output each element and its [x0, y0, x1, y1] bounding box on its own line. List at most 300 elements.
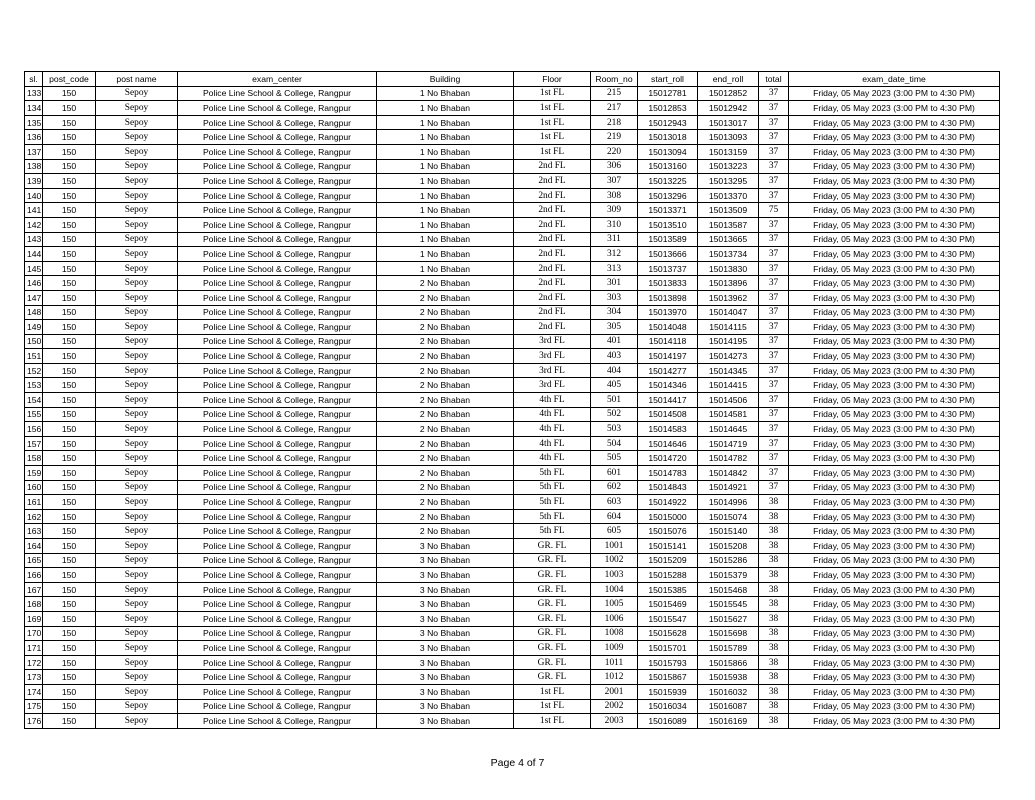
cell-exam-date-time: Friday, 05 May 2023 (3:00 PM to 4:30 PM)	[789, 714, 1000, 729]
cell-exam-center: Police Line School & College, Rangpur	[178, 363, 377, 378]
cell-start-roll: 15013737	[638, 261, 698, 276]
cell-start-roll: 15013296	[638, 188, 698, 203]
cell-sl: 141	[25, 203, 43, 218]
cell-post-code: 150	[43, 495, 96, 510]
cell-exam-center: Police Line School & College, Rangpur	[178, 641, 377, 656]
cell-total: 38	[759, 509, 789, 524]
header-start-roll: start_roll	[638, 72, 698, 87]
cell-end-roll: 15013295	[698, 174, 759, 189]
table-row	[25, 101, 1000, 116]
table-row	[25, 393, 1000, 408]
cell-end-roll: 15015698	[698, 626, 759, 641]
cell-post-code: 150	[43, 144, 96, 159]
table-row	[25, 699, 1000, 714]
cell-room-no: 2002	[591, 699, 638, 714]
header-row	[25, 72, 1000, 87]
cell-end-roll: 15014782	[698, 451, 759, 466]
cell-room-no: 313	[591, 261, 638, 276]
header-room-no: Room_no	[591, 72, 638, 87]
cell-floor: 2nd FL	[514, 188, 591, 203]
cell-exam-center: Police Line School & College, Rangpur	[178, 305, 377, 320]
cell-room-no: 303	[591, 290, 638, 305]
cell-post-name: Sepoy	[96, 553, 178, 568]
cell-total: 37	[759, 276, 789, 291]
cell-sl: 159	[25, 466, 43, 481]
cell-post-code: 150	[43, 276, 96, 291]
cell-end-roll: 15014506	[698, 393, 759, 408]
cell-post-name: Sepoy	[96, 582, 178, 597]
cell-start-roll: 15016034	[638, 699, 698, 714]
cell-floor: 3rd FL	[514, 378, 591, 393]
cell-post-code: 150	[43, 159, 96, 174]
cell-exam-center: Police Line School & College, Rangpur	[178, 495, 377, 510]
cell-exam-date-time: Friday, 05 May 2023 (3:00 PM to 4:30 PM)	[789, 524, 1000, 539]
cell-building: 1 No Bhaban	[377, 188, 514, 203]
cell-post-name: Sepoy	[96, 188, 178, 203]
cell-post-name: Sepoy	[96, 217, 178, 232]
cell-sl: 149	[25, 320, 43, 335]
cell-exam-date-time: Friday, 05 May 2023 (3:00 PM to 4:30 PM)	[789, 203, 1000, 218]
cell-floor: 3rd FL	[514, 349, 591, 364]
cell-end-roll: 15013017	[698, 115, 759, 130]
cell-exam-date-time: Friday, 05 May 2023 (3:00 PM to 4:30 PM)	[789, 232, 1000, 247]
cell-total: 37	[759, 334, 789, 349]
cell-exam-date-time: Friday, 05 May 2023 (3:00 PM to 4:30 PM)	[789, 611, 1000, 626]
cell-end-roll: 15014195	[698, 334, 759, 349]
cell-sl: 134	[25, 101, 43, 116]
cell-floor: 5th FL	[514, 509, 591, 524]
cell-floor: GR. FL	[514, 626, 591, 641]
cell-exam-center: Police Line School & College, Rangpur	[178, 334, 377, 349]
table-row	[25, 568, 1000, 583]
cell-room-no: 219	[591, 130, 638, 145]
cell-building: 2 No Bhaban	[377, 495, 514, 510]
cell-floor: GR. FL	[514, 539, 591, 554]
cell-building: 1 No Bhaban	[377, 217, 514, 232]
cell-exam-date-time: Friday, 05 May 2023 (3:00 PM to 4:30 PM)	[789, 305, 1000, 320]
cell-total: 38	[759, 524, 789, 539]
cell-start-roll: 15014417	[638, 393, 698, 408]
cell-exam-center: Police Line School & College, Rangpur	[178, 393, 377, 408]
table-row	[25, 203, 1000, 218]
cell-building: 3 No Bhaban	[377, 714, 514, 729]
cell-post-code: 150	[43, 509, 96, 524]
cell-exam-date-time: Friday, 05 May 2023 (3:00 PM to 4:30 PM)	[789, 466, 1000, 481]
cell-room-no: 601	[591, 466, 638, 481]
table-row	[25, 188, 1000, 203]
cell-exam-date-time: Friday, 05 May 2023 (3:00 PM to 4:30 PM)	[789, 86, 1000, 101]
cell-room-no: 404	[591, 363, 638, 378]
cell-room-no: 305	[591, 320, 638, 335]
table-row	[25, 363, 1000, 378]
cell-floor: 4th FL	[514, 393, 591, 408]
cell-start-roll: 15014048	[638, 320, 698, 335]
cell-exam-date-time: Friday, 05 May 2023 (3:00 PM to 4:30 PM)	[789, 553, 1000, 568]
cell-post-name: Sepoy	[96, 378, 178, 393]
cell-post-code: 150	[43, 582, 96, 597]
cell-start-roll: 15014197	[638, 349, 698, 364]
cell-room-no: 505	[591, 451, 638, 466]
cell-post-name: Sepoy	[96, 451, 178, 466]
cell-exam-date-time: Friday, 05 May 2023 (3:00 PM to 4:30 PM)	[789, 393, 1000, 408]
table-row	[25, 524, 1000, 539]
cell-total: 38	[759, 611, 789, 626]
cell-exam-date-time: Friday, 05 May 2023 (3:00 PM to 4:30 PM)	[789, 174, 1000, 189]
cell-post-code: 150	[43, 349, 96, 364]
cell-end-roll: 15012942	[698, 101, 759, 116]
cell-post-code: 150	[43, 363, 96, 378]
cell-exam-date-time: Friday, 05 May 2023 (3:00 PM to 4:30 PM)	[789, 378, 1000, 393]
cell-total: 38	[759, 495, 789, 510]
cell-start-roll: 15013018	[638, 130, 698, 145]
cell-sl: 170	[25, 626, 43, 641]
cell-room-no: 502	[591, 407, 638, 422]
cell-total: 38	[759, 714, 789, 729]
cell-exam-center: Police Line School & College, Rangpur	[178, 188, 377, 203]
cell-building: 1 No Bhaban	[377, 174, 514, 189]
cell-exam-center: Police Line School & College, Rangpur	[178, 407, 377, 422]
cell-end-roll: 15014645	[698, 422, 759, 437]
cell-end-roll: 15013587	[698, 217, 759, 232]
cell-start-roll: 15015385	[638, 582, 698, 597]
cell-building: 1 No Bhaban	[377, 247, 514, 262]
cell-room-no: 1009	[591, 641, 638, 656]
cell-exam-center: Police Line School & College, Rangpur	[178, 582, 377, 597]
cell-room-no: 504	[591, 436, 638, 451]
cell-start-roll: 15014346	[638, 378, 698, 393]
cell-room-no: 605	[591, 524, 638, 539]
cell-end-roll: 15014581	[698, 407, 759, 422]
table-row	[25, 466, 1000, 481]
cell-total: 37	[759, 378, 789, 393]
cell-exam-date-time: Friday, 05 May 2023 (3:00 PM to 4:30 PM)	[789, 684, 1000, 699]
cell-exam-date-time: Friday, 05 May 2023 (3:00 PM to 4:30 PM)	[789, 495, 1000, 510]
cell-room-no: 306	[591, 159, 638, 174]
cell-end-roll: 15013509	[698, 203, 759, 218]
cell-exam-center: Police Line School & College, Rangpur	[178, 86, 377, 101]
cell-room-no: 1005	[591, 597, 638, 612]
cell-exam-center: Police Line School & College, Rangpur	[178, 320, 377, 335]
cell-exam-date-time: Friday, 05 May 2023 (3:00 PM to 4:30 PM)	[789, 655, 1000, 670]
cell-floor: 2nd FL	[514, 203, 591, 218]
cell-start-roll: 15014646	[638, 436, 698, 451]
cell-total: 37	[759, 349, 789, 364]
cell-post-name: Sepoy	[96, 524, 178, 539]
cell-start-roll: 15013371	[638, 203, 698, 218]
table-row	[25, 451, 1000, 466]
cell-exam-date-time: Friday, 05 May 2023 (3:00 PM to 4:30 PM)	[789, 217, 1000, 232]
cell-total: 37	[759, 480, 789, 495]
cell-room-no: 603	[591, 495, 638, 510]
cell-building: 3 No Bhaban	[377, 568, 514, 583]
cell-post-name: Sepoy	[96, 101, 178, 116]
cell-exam-date-time: Friday, 05 May 2023 (3:00 PM to 4:30 PM)	[789, 159, 1000, 174]
cell-floor: 1st FL	[514, 684, 591, 699]
cell-exam-date-time: Friday, 05 May 2023 (3:00 PM to 4:30 PM)	[789, 261, 1000, 276]
table-row	[25, 495, 1000, 510]
cell-room-no: 401	[591, 334, 638, 349]
cell-sl: 148	[25, 305, 43, 320]
header-post-name: post name	[96, 72, 178, 87]
cell-end-roll: 15015938	[698, 670, 759, 685]
cell-total: 38	[759, 597, 789, 612]
cell-post-name: Sepoy	[96, 334, 178, 349]
cell-room-no: 218	[591, 115, 638, 130]
cell-floor: 5th FL	[514, 495, 591, 510]
cell-exam-date-time: Friday, 05 May 2023 (3:00 PM to 4:30 PM)	[789, 247, 1000, 262]
cell-building: 3 No Bhaban	[377, 670, 514, 685]
cell-total: 37	[759, 188, 789, 203]
cell-post-code: 150	[43, 115, 96, 130]
cell-start-roll: 15013225	[638, 174, 698, 189]
cell-total: 37	[759, 451, 789, 466]
cell-floor: GR. FL	[514, 670, 591, 685]
cell-sl: 166	[25, 568, 43, 583]
cell-floor: GR. FL	[514, 641, 591, 656]
table-body	[25, 86, 1000, 728]
cell-post-name: Sepoy	[96, 349, 178, 364]
cell-post-code: 150	[43, 714, 96, 729]
cell-post-code: 150	[43, 611, 96, 626]
cell-post-code: 150	[43, 247, 96, 262]
cell-end-roll: 15015789	[698, 641, 759, 656]
cell-exam-center: Police Line School & College, Rangpur	[178, 714, 377, 729]
cell-exam-center: Police Line School & College, Rangpur	[178, 422, 377, 437]
cell-end-roll: 15013665	[698, 232, 759, 247]
header-exam-center: exam_center	[178, 72, 377, 87]
cell-room-no: 501	[591, 393, 638, 408]
cell-exam-center: Police Line School & College, Rangpur	[178, 101, 377, 116]
cell-building: 2 No Bhaban	[377, 524, 514, 539]
cell-exam-center: Police Line School & College, Rangpur	[178, 159, 377, 174]
cell-exam-center: Police Line School & College, Rangpur	[178, 568, 377, 583]
cell-post-code: 150	[43, 670, 96, 685]
cell-post-code: 150	[43, 684, 96, 699]
table-row	[25, 130, 1000, 145]
cell-floor: 3rd FL	[514, 334, 591, 349]
cell-end-roll: 15013830	[698, 261, 759, 276]
cell-room-no: 604	[591, 509, 638, 524]
seat-plan-table	[24, 71, 1000, 729]
table-row	[25, 261, 1000, 276]
cell-floor: GR. FL	[514, 568, 591, 583]
cell-total: 37	[759, 247, 789, 262]
cell-total: 37	[759, 130, 789, 145]
cell-exam-center: Police Line School & College, Rangpur	[178, 261, 377, 276]
table-row	[25, 597, 1000, 612]
cell-start-roll: 15015867	[638, 670, 698, 685]
cell-post-name: Sepoy	[96, 422, 178, 437]
cell-start-roll: 15013160	[638, 159, 698, 174]
cell-total: 37	[759, 320, 789, 335]
cell-room-no: 2003	[591, 714, 638, 729]
cell-start-roll: 15014720	[638, 451, 698, 466]
cell-total: 37	[759, 466, 789, 481]
table-row	[25, 436, 1000, 451]
cell-post-name: Sepoy	[96, 670, 178, 685]
cell-start-roll: 15015547	[638, 611, 698, 626]
cell-total: 37	[759, 115, 789, 130]
cell-exam-date-time: Friday, 05 May 2023 (3:00 PM to 4:30 PM)	[789, 568, 1000, 583]
cell-post-name: Sepoy	[96, 480, 178, 495]
cell-end-roll: 15016032	[698, 684, 759, 699]
cell-floor: 2nd FL	[514, 305, 591, 320]
cell-end-roll: 15013896	[698, 276, 759, 291]
cell-exam-center: Police Line School & College, Rangpur	[178, 174, 377, 189]
cell-room-no: 312	[591, 247, 638, 262]
cell-start-roll: 15016089	[638, 714, 698, 729]
table-row	[25, 509, 1000, 524]
table-row	[25, 144, 1000, 159]
cell-building: 2 No Bhaban	[377, 320, 514, 335]
cell-total: 38	[759, 699, 789, 714]
cell-exam-center: Police Line School & College, Rangpur	[178, 626, 377, 641]
cell-floor: 5th FL	[514, 466, 591, 481]
cell-exam-date-time: Friday, 05 May 2023 (3:00 PM to 4:30 PM)	[789, 130, 1000, 145]
cell-post-name: Sepoy	[96, 144, 178, 159]
cell-exam-center: Police Line School & College, Rangpur	[178, 699, 377, 714]
cell-sl: 168	[25, 597, 43, 612]
cell-post-name: Sepoy	[96, 641, 178, 656]
cell-floor: 4th FL	[514, 407, 591, 422]
cell-start-roll: 15013833	[638, 276, 698, 291]
cell-total: 37	[759, 422, 789, 437]
cell-start-roll: 15014118	[638, 334, 698, 349]
cell-sl: 156	[25, 422, 43, 437]
table-row	[25, 539, 1000, 554]
cell-post-code: 150	[43, 188, 96, 203]
cell-total: 38	[759, 626, 789, 641]
cell-floor: 1st FL	[514, 130, 591, 145]
cell-exam-date-time: Friday, 05 May 2023 (3:00 PM to 4:30 PM)	[789, 407, 1000, 422]
cell-post-name: Sepoy	[96, 276, 178, 291]
cell-end-roll: 15015545	[698, 597, 759, 612]
cell-post-name: Sepoy	[96, 495, 178, 510]
cell-start-roll: 15014508	[638, 407, 698, 422]
cell-total: 37	[759, 232, 789, 247]
table-row	[25, 276, 1000, 291]
cell-building: 3 No Bhaban	[377, 539, 514, 554]
cell-sl: 162	[25, 509, 43, 524]
cell-start-roll: 15013898	[638, 290, 698, 305]
cell-floor: GR. FL	[514, 611, 591, 626]
cell-total: 37	[759, 159, 789, 174]
table-row	[25, 174, 1000, 189]
cell-building: 3 No Bhaban	[377, 699, 514, 714]
cell-post-code: 150	[43, 130, 96, 145]
cell-building: 2 No Bhaban	[377, 305, 514, 320]
cell-total: 37	[759, 217, 789, 232]
cell-total: 37	[759, 305, 789, 320]
cell-sl: 154	[25, 393, 43, 408]
cell-floor: 3rd FL	[514, 363, 591, 378]
cell-building: 3 No Bhaban	[377, 655, 514, 670]
cell-room-no: 403	[591, 349, 638, 364]
cell-room-no: 307	[591, 174, 638, 189]
table-row	[25, 349, 1000, 364]
cell-sl: 171	[25, 641, 43, 656]
cell-sl: 135	[25, 115, 43, 130]
cell-post-code: 150	[43, 86, 96, 101]
page-number: Page 4 of 7	[490, 757, 545, 769]
cell-floor: 4th FL	[514, 436, 591, 451]
cell-exam-center: Police Line School & College, Rangpur	[178, 247, 377, 262]
header-building: Building	[377, 72, 514, 87]
cell-post-name: Sepoy	[96, 130, 178, 145]
cell-end-roll: 15014415	[698, 378, 759, 393]
cell-sl: 150	[25, 334, 43, 349]
cell-building: 3 No Bhaban	[377, 684, 514, 699]
cell-post-code: 150	[43, 436, 96, 451]
cell-floor: 2nd FL	[514, 261, 591, 276]
cell-building: 2 No Bhaban	[377, 393, 514, 408]
cell-exam-date-time: Friday, 05 May 2023 (3:00 PM to 4:30 PM)	[789, 115, 1000, 130]
cell-exam-date-time: Friday, 05 May 2023 (3:00 PM to 4:30 PM)	[789, 188, 1000, 203]
table-row	[25, 714, 1000, 729]
cell-exam-date-time: Friday, 05 May 2023 (3:00 PM to 4:30 PM)	[789, 597, 1000, 612]
cell-post-name: Sepoy	[96, 626, 178, 641]
cell-total: 75	[759, 203, 789, 218]
table-row	[25, 641, 1000, 656]
cell-sl: 176	[25, 714, 43, 729]
cell-total: 38	[759, 553, 789, 568]
cell-building: 2 No Bhaban	[377, 334, 514, 349]
cell-floor: 2nd FL	[514, 159, 591, 174]
cell-total: 37	[759, 436, 789, 451]
cell-sl: 172	[25, 655, 43, 670]
cell-end-roll: 15015140	[698, 524, 759, 539]
cell-sl: 155	[25, 407, 43, 422]
cell-room-no: 602	[591, 480, 638, 495]
cell-room-no: 1011	[591, 655, 638, 670]
table-row	[25, 378, 1000, 393]
cell-total: 37	[759, 363, 789, 378]
cell-post-code: 150	[43, 524, 96, 539]
cell-room-no: 1002	[591, 553, 638, 568]
cell-exam-center: Police Line School & College, Rangpur	[178, 611, 377, 626]
cell-sl: 173	[25, 670, 43, 685]
cell-end-roll: 15015379	[698, 568, 759, 583]
cell-exam-center: Police Line School & College, Rangpur	[178, 524, 377, 539]
cell-post-code: 150	[43, 407, 96, 422]
cell-room-no: 309	[591, 203, 638, 218]
cell-start-roll: 15014277	[638, 363, 698, 378]
cell-start-roll: 15014843	[638, 480, 698, 495]
cell-sl: 157	[25, 436, 43, 451]
cell-end-roll: 15013734	[698, 247, 759, 262]
header-post-code: post_code	[43, 72, 96, 87]
cell-post-name: Sepoy	[96, 568, 178, 583]
cell-floor: 1st FL	[514, 115, 591, 130]
cell-exam-center: Police Line School & College, Rangpur	[178, 144, 377, 159]
cell-total: 37	[759, 290, 789, 305]
cell-sl: 146	[25, 276, 43, 291]
cell-total: 38	[759, 539, 789, 554]
cell-exam-date-time: Friday, 05 May 2023 (3:00 PM to 4:30 PM)	[789, 436, 1000, 451]
cell-floor: 4th FL	[514, 451, 591, 466]
cell-start-roll: 15013510	[638, 217, 698, 232]
cell-total: 37	[759, 261, 789, 276]
cell-sl: 164	[25, 539, 43, 554]
cell-post-code: 150	[43, 203, 96, 218]
cell-exam-center: Police Line School & College, Rangpur	[178, 203, 377, 218]
cell-post-code: 150	[43, 597, 96, 612]
header-exam-date-time: exam_date_time	[789, 72, 1000, 87]
cell-post-code: 150	[43, 699, 96, 714]
cell-exam-date-time: Friday, 05 May 2023 (3:00 PM to 4:30 PM)	[789, 451, 1000, 466]
cell-end-roll: 15014115	[698, 320, 759, 335]
cell-exam-date-time: Friday, 05 May 2023 (3:00 PM to 4:30 PM)	[789, 320, 1000, 335]
